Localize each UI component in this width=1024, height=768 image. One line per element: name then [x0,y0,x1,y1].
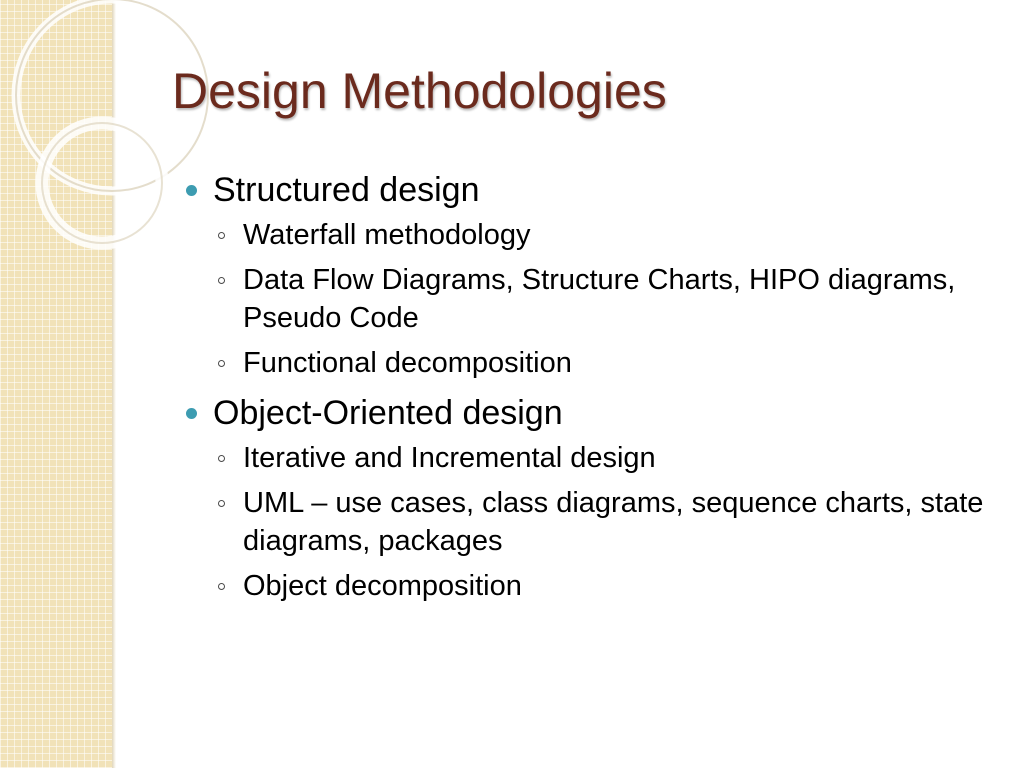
sub-item-text: Functional decomposition [243,347,572,379]
sub-list-item [213,216,984,254]
hollow-bullet-icon [218,277,225,284]
hollow-bullet-icon [218,232,225,239]
sub-item-text: Iterative and Incremental design [243,442,656,474]
slide-title: Design Methodologies [172,63,667,119]
sub-item-text: Object decomposition [243,570,522,602]
hollow-bullet-icon [218,455,225,462]
hollow-bullet-icon [218,500,225,507]
sub-list-item [213,567,984,605]
bullet-dot-icon [186,185,197,196]
sub-item-text: Data Flow Diagrams, Structure Charts, HIPO diagrams, Pseudo Code [243,264,956,334]
bullet-dot-icon [186,408,197,419]
side-strip-edge [112,0,116,768]
sub-list-item [213,484,984,560]
section-heading: Structured design [213,171,480,209]
sub-item-text: UML – use cases, class diagrams, sequence charts, state diagrams, packages [243,487,984,557]
hollow-bullet-icon [218,360,225,367]
sub-bullet-list [213,216,984,382]
sub-bullet-list [213,439,984,605]
sub-list-item [213,344,984,382]
bullet-list [184,166,984,605]
list-item-structured-design [184,166,984,382]
hollow-bullet-icon [218,583,225,590]
sub-list-item [213,261,984,337]
sub-list-item [213,439,984,477]
section-heading: Object-Oriented design [213,394,563,432]
list-item-object-oriented-design [184,389,984,605]
sub-item-text: Waterfall methodology [243,219,531,251]
decorative-side-strip [0,0,112,768]
slide-content [184,166,984,612]
